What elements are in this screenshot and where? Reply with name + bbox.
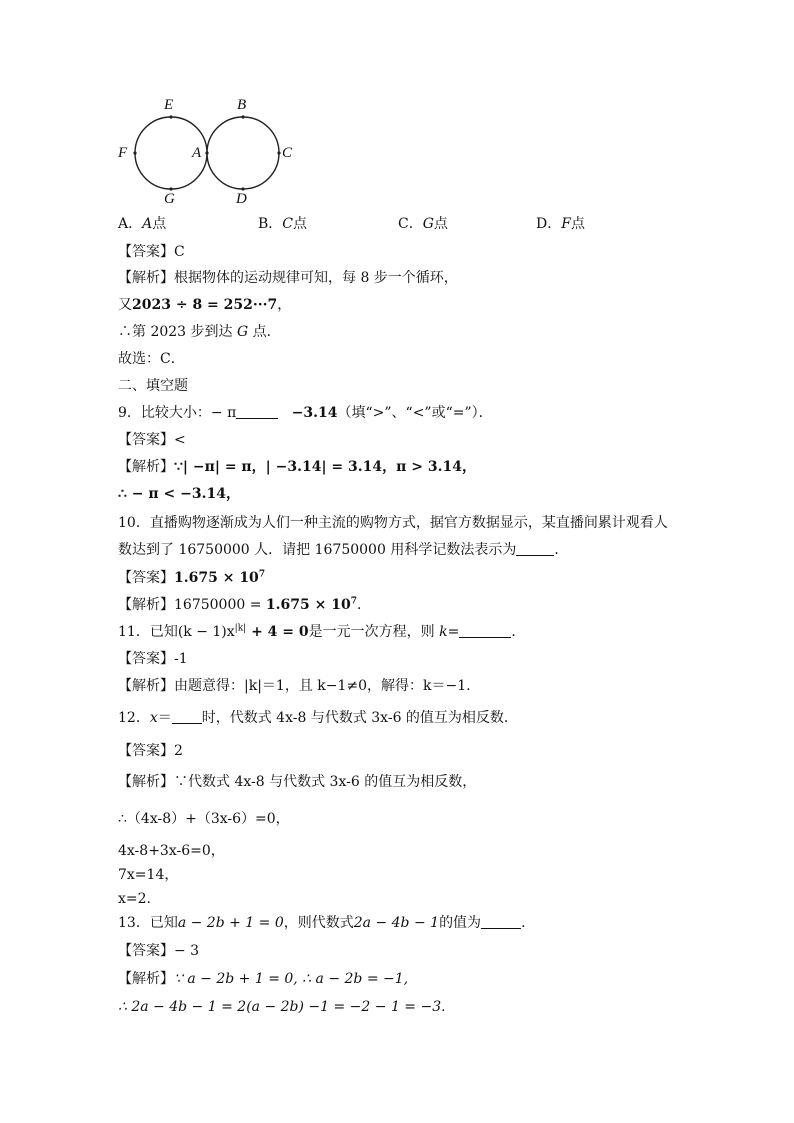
q10-analysis: 【解析】$16750000 = 1.675 \times 10^7$． [118, 596, 371, 613]
q11-answer: 【答案】-1 [118, 651, 188, 667]
section-title: 二、填空题 [118, 378, 188, 394]
point-b [241, 115, 244, 118]
q12-answer: 【答案】2 [118, 743, 183, 759]
q12-analysis-line1: 【解析】∵代数式 4x-8 与代数式 3x-6 的值互为相反数， [118, 774, 477, 790]
q9-analysis-line1: 【解析】∵| −π| = π，| −3.14| = 3.14，π > 3.14， [118, 459, 476, 475]
q11-analysis: 【解析】由题意得：|k|＝1，且 k−1≠0，解得：k＝−1. [118, 678, 471, 694]
right-circle [207, 117, 279, 189]
q9-analysis-line2: ∴ − π < −3.14， [118, 486, 240, 502]
q8-answer: 【答案】C [118, 244, 185, 260]
q12-step4: x=2. [118, 891, 151, 907]
point-e [169, 115, 172, 118]
q13-blank[interactable] [481, 914, 521, 929]
q13-stem: 13．已知a − 2b + 1 = 0，则代数式2a − 4b − 1的值为 ． [118, 915, 536, 931]
label-c: C [282, 145, 293, 161]
q12-step1: ∴（4x-8）+（3x-6）=0， [118, 811, 290, 827]
label-g: G [164, 191, 175, 207]
option-a: A．A点 [118, 216, 167, 232]
q9-stem: 9．比较大小：− π −3.14（填“>”、“<”或“=”）． [118, 405, 493, 421]
point-c [277, 151, 280, 154]
q8-analysis-line3: ∴第 2023 步到达 G 点． [118, 324, 281, 340]
label-f: F [118, 145, 128, 161]
q13-analysis-line2: ∴ 2a − 4b − 1 = 2(a − 2b) −1 = −2 − 1 = −3. [118, 999, 446, 1015]
label-b: B [237, 97, 247, 113]
q8-conclusion: 故选：C． [118, 351, 185, 367]
q8-analysis-line2: 又2023 ÷ 8 = 252···7， [118, 297, 292, 313]
q10-blank[interactable] [516, 541, 554, 556]
option-d: D．F点 [536, 216, 585, 232]
q11-blank[interactable] [459, 623, 511, 638]
label-a: A [192, 145, 202, 161]
q8-options [118, 215, 618, 233]
label-e: E [164, 97, 174, 113]
q11-stem: 11．已知$(k - 1)x^{|k|} + 4 = 0$是一元一次方程，则 k= ． [118, 623, 526, 640]
q12-step3: 7x=14， [118, 867, 179, 883]
point-a [205, 151, 208, 154]
q10-stem-line1: 10．直播购物逐渐成为人们一种主流的购物方式，据官方数据显示，某直播间累计观看人 [118, 515, 668, 531]
q9-answer: 【答案】< [118, 432, 186, 448]
q9-blank[interactable] [236, 404, 278, 419]
q10-answer: 【答案】$1.675 \times 10^7$ [118, 569, 266, 586]
q8-analysis-line1: 【解析】根据物体的运动规律可知，每 8 步一个循环， [118, 270, 458, 286]
two-circles-figure [112, 92, 312, 207]
option-c: C．G点 [398, 216, 448, 232]
option-b: B．C点 [258, 216, 308, 232]
q12-step2: 4x-8+3x-6=0， [118, 843, 225, 859]
q10-stem-line2: 数达到了 16750000 人．请把 16750000 用科学记数法表示为 ． [118, 542, 569, 558]
q13-answer: 【答案】− 3 [118, 943, 200, 959]
q13-analysis-line1: 【解析】∵ a − 2b + 1 = 0, ∴ a − 2b = −1, [118, 971, 409, 987]
label-d: D [236, 191, 247, 207]
q12-blank[interactable] [172, 709, 202, 724]
q12-stem: 12．x＝ 时，代数式 4x-8 与代数式 3x-6 的值互为相反数． [118, 710, 518, 726]
point-f [133, 151, 136, 154]
